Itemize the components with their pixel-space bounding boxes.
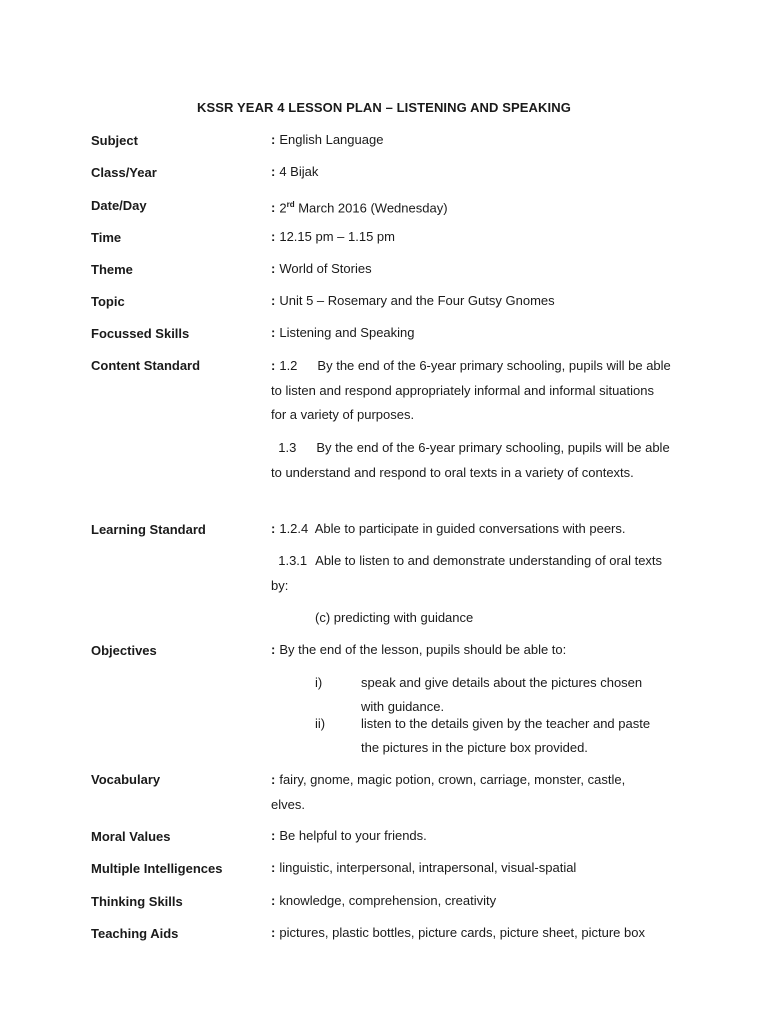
vocabulary-text: fairy, gnome, magic potion, crown, carriage, monster, castle, elves. bbox=[271, 772, 626, 812]
colon: : bbox=[271, 200, 276, 216]
moral-values-label: Moral Values bbox=[91, 829, 171, 844]
content-standard-label: Content Standard bbox=[91, 358, 201, 373]
date-day-suffix: rd bbox=[286, 200, 295, 209]
teaching-aids-value bbox=[271, 921, 645, 946]
content-standard-2 bbox=[271, 436, 671, 485]
date-day-label: Date/Day bbox=[91, 198, 147, 213]
objective-ii-num: ii) bbox=[315, 716, 326, 731]
topic-label: Topic bbox=[91, 294, 125, 309]
learning-standard-1 bbox=[271, 517, 626, 542]
focussed-skills-text: Listening and Speaking bbox=[279, 325, 415, 340]
colon: : bbox=[271, 828, 276, 843]
date-day-num: 2 bbox=[279, 200, 287, 216]
teaching-aids-label: Teaching Aids bbox=[91, 926, 179, 941]
time-label: Time bbox=[91, 230, 122, 245]
colon: : bbox=[271, 358, 276, 373]
learning-standard-2 bbox=[271, 549, 671, 598]
thinking-skills-value bbox=[271, 889, 496, 914]
objective-i-line1: speak and give details about the pictures chosen bbox=[361, 675, 643, 690]
focussed-skills-value bbox=[271, 321, 415, 346]
colon: : bbox=[271, 772, 276, 787]
objective-ii-line1: listen to the details given by the teacher and paste bbox=[361, 716, 651, 731]
topic-text: Unit 5 – Rosemary and the Four Gutsy Gnomes bbox=[279, 293, 555, 308]
content-standard-2-num: 1.3 bbox=[278, 440, 297, 455]
colon: : bbox=[271, 261, 276, 276]
colon: : bbox=[271, 164, 276, 179]
learning-standard-1-text: 1.2.4 Able to participate in guided conversations with peers. bbox=[279, 521, 626, 536]
time-value bbox=[271, 225, 395, 250]
theme-label: Theme bbox=[91, 262, 133, 277]
topic-value bbox=[271, 289, 555, 314]
vocabulary-label: Vocabulary bbox=[91, 772, 161, 787]
learning-standard-label: Learning Standard bbox=[91, 522, 206, 537]
colon: : bbox=[271, 521, 276, 536]
objectives-intro bbox=[271, 638, 566, 663]
objective-ii-line2: the pictures in the picture box provided. bbox=[361, 740, 588, 755]
content-standard-1-num: 1.2 bbox=[279, 358, 298, 373]
theme-text: World of Stories bbox=[279, 261, 372, 276]
vocabulary-value bbox=[271, 768, 656, 817]
date-day-text: March 2016 (Wednesday) bbox=[298, 200, 448, 216]
colon: : bbox=[271, 893, 276, 908]
class-year-label: Class/Year bbox=[91, 165, 157, 180]
multiple-intelligences-value bbox=[271, 856, 576, 881]
content-standard-1-text: By the end of the 6-year primary schooling, pupils will be able to listen and respond appropriately informal and informal situations for a variety of purposes. bbox=[271, 358, 671, 422]
thinking-skills-label: Thinking Skills bbox=[91, 894, 183, 909]
objective-i-num: i) bbox=[315, 675, 323, 690]
colon: : bbox=[271, 293, 276, 308]
colon: : bbox=[271, 642, 276, 657]
multiple-intelligences-label: Multiple Intelligences bbox=[91, 861, 223, 876]
theme-value bbox=[271, 257, 372, 282]
colon: : bbox=[271, 860, 276, 875]
subject-text: English Language bbox=[279, 132, 384, 147]
time-text: 12.15 pm – 1.15 pm bbox=[279, 229, 395, 244]
content-standard-2-text: By the end of the 6-year primary schooling, pupils will be able to understand and respond to oral texts in a variety of contexts. bbox=[271, 440, 670, 480]
thinking-skills-text: knowledge, comprehension, creativity bbox=[279, 893, 497, 908]
multiple-intelligences-text: linguistic, interpersonal, intrapersonal, visual-spatial bbox=[279, 860, 577, 875]
learning-standard-2-text: Able to listen to and demonstrate understanding of oral texts by: bbox=[271, 553, 663, 593]
colon: : bbox=[271, 229, 276, 244]
class-year-value bbox=[271, 160, 318, 185]
date-day-value bbox=[271, 193, 448, 221]
learning-standard-3: (c) predicting with guidance bbox=[315, 610, 474, 625]
teaching-aids-text: pictures, plastic bottles, picture cards, picture sheet, picture box bbox=[279, 925, 645, 940]
objective-i-line2: with guidance. bbox=[361, 699, 445, 714]
objectives-intro-text: By the end of the lesson, pupils should be able to: bbox=[279, 642, 567, 657]
focussed-skills-label: Focussed Skills bbox=[91, 326, 190, 341]
colon: : bbox=[271, 925, 276, 940]
moral-values-value bbox=[271, 824, 427, 849]
page-title: KSSR YEAR 4 LESSON PLAN – LISTENING AND SPEAKING bbox=[197, 100, 571, 115]
subject-label: Subject bbox=[91, 133, 138, 148]
content-standard-1 bbox=[271, 354, 671, 428]
colon: : bbox=[271, 132, 276, 147]
objectives-label: Objectives bbox=[91, 643, 157, 658]
moral-values-text: Be helpful to your friends. bbox=[279, 828, 427, 843]
colon: : bbox=[271, 325, 276, 340]
subject-value bbox=[271, 128, 383, 153]
learning-standard-2-num: 1.3.1 bbox=[278, 553, 308, 568]
class-year-text: 4 Bijak bbox=[279, 164, 319, 179]
